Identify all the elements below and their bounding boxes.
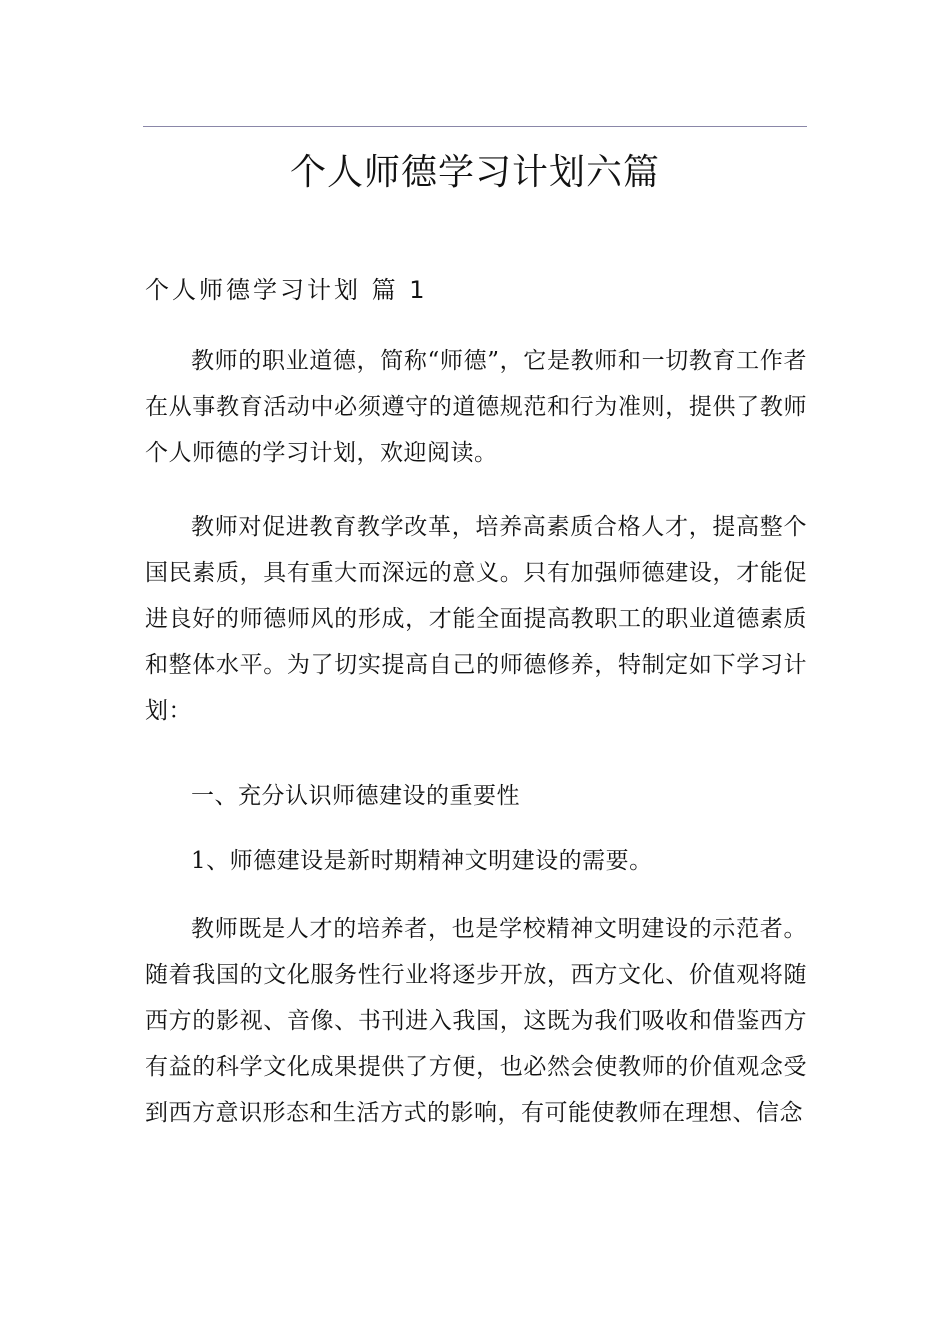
section-heading: 个人师德学习计划 篇 1 xyxy=(145,276,428,304)
paragraph-significance: 教师对促进教育教学改革，培养高素质合格人才，提高整个国民素质，具有重大而深远的意义。只有加强师德建设，才能促进良好的师德师风的形成，才能全面提高教职工的职业道德素质和整体水平。为了切实提高自己的师德修养，特制定如下学习计划： xyxy=(145,514,807,724)
subheading-point-1: 1、师德建设是新时期精神文明建设的需要。 xyxy=(191,848,653,874)
subheading-importance: 一、充分认识师德建设的重要性 xyxy=(191,783,520,809)
document-title: 个人师德学习计划六篇 xyxy=(289,152,660,193)
header-rule xyxy=(143,126,807,127)
paragraph-teacher-role: 教师既是人才的培养者，也是学校精神文明建设的示范者。随着我国的文化服务性行业将逐步开放，西方文化、价值观将随西方的影视、音像、书刊进入我国，这既为我们吸收和借鉴西方有益的科学文化成果提供了方便，也必然会使教师的价值观念受到西方意识形态和生活方式的影响，有可能使教师在理想、信念 xyxy=(145,916,807,1126)
paragraph-intro: 教师的职业道德，简称“师德”，它是教师和一切教育工作者在从事教育活动中必须遵守的道德规范和行为准则，提供了教师个人师德的学习计划，欢迎阅读。 xyxy=(145,348,807,466)
